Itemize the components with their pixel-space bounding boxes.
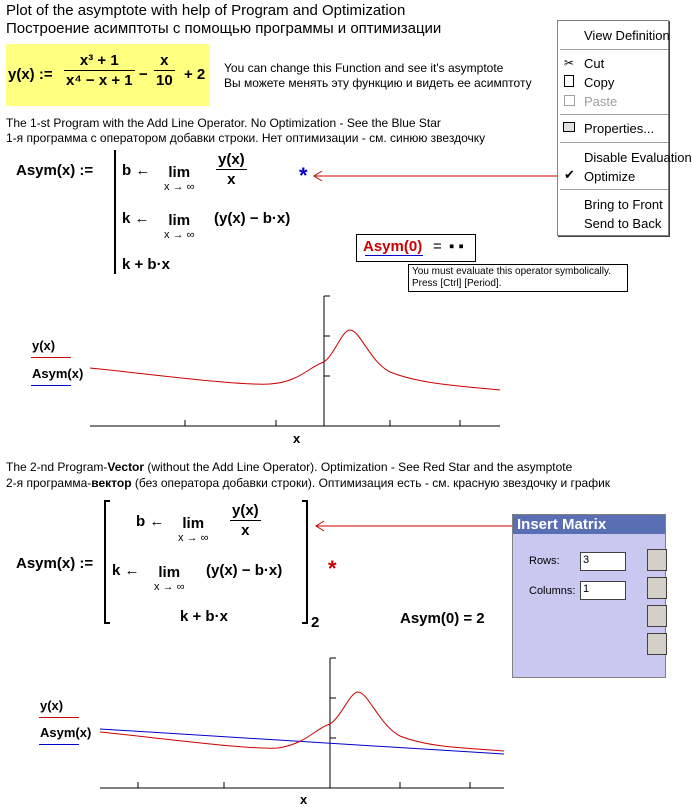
eval-underline <box>365 255 423 256</box>
tooltip <box>408 264 628 292</box>
program2-desc-en: The 2-nd Program-Vector (without the Add Line Operator). Optimization - See Red Star and the asymptote <box>6 460 573 474</box>
fraction-yx-x: y(x) x <box>232 502 259 539</box>
plot2-asymptote-line <box>100 729 504 754</box>
plot1-legend-asym <box>31 385 71 386</box>
plot1-area[interactable] <box>90 296 500 430</box>
limit-2: lim x → ∞ <box>164 212 195 241</box>
program1-desc-en: The 1-st Program with the Add Line Operator. No Optimization - See the Blue Star <box>6 116 441 130</box>
page-title-ru: Построение асимптоты с помощью программы и оптимизации <box>6 20 442 37</box>
cancel-button[interactable] <box>647 633 667 655</box>
properties-icon <box>563 122 575 132</box>
arrow-to-insert-matrix <box>312 518 516 534</box>
return-expr: k + b·x <box>122 256 170 273</box>
plot2-xlabel: x <box>300 792 308 807</box>
plot1-ylabel-y: y(x) <box>32 338 56 353</box>
var-k: k ← <box>122 210 150 227</box>
checkmark-icon: ✔ <box>564 167 575 182</box>
program1-block[interactable] <box>16 146 316 278</box>
minus-sign: − <box>139 66 148 83</box>
arrow-to-optimize <box>310 168 560 184</box>
plot1-y-curve <box>90 330 500 390</box>
menu-bring-to-front[interactable]: Bring to Front <box>584 197 663 212</box>
function-term2: x 10 <box>156 52 173 89</box>
plot1-ylabel-asym: Asym(x) <box>32 366 84 381</box>
var-b: b ← <box>136 513 165 530</box>
var-k: k ← <box>112 562 140 579</box>
blue-star: * <box>299 163 308 188</box>
expr-k: (y(x) − b·x) <box>206 562 283 579</box>
page-title: Plot of the asymptote with help of Program and Optimization <box>6 2 406 19</box>
menu-view-definition[interactable]: View Definition <box>584 28 670 43</box>
program-bar <box>114 150 116 274</box>
change-note-en: You can change this Function and see it's asymptote <box>224 61 504 75</box>
rows-input[interactable]: 3 <box>580 552 626 571</box>
program2-eval-result: Asym(0) = 2 <box>400 610 485 627</box>
plot2-area[interactable] <box>100 658 504 792</box>
program1-lhs: Asym(x) := <box>16 162 94 179</box>
dialog-title: Insert Matrix <box>513 515 665 534</box>
plot2-ylabel-asym: Asym(x) <box>40 725 92 740</box>
program2-lhs: Asym(x) := <box>16 555 94 572</box>
menu-cut[interactable]: Cut <box>584 56 605 71</box>
menu-properties[interactable]: Properties... <box>584 121 655 136</box>
copy-icon <box>564 75 574 87</box>
red-star: * <box>328 556 337 581</box>
rows-label: Rows: <box>529 555 560 567</box>
var-b: b ← <box>122 162 151 179</box>
columns-label: Columns: <box>529 585 576 597</box>
plot2-y-curve <box>100 692 504 751</box>
ok-button[interactable] <box>647 549 667 571</box>
menu-send-to-back[interactable]: Send to Back <box>584 216 662 231</box>
plot2-ylabel-y: y(x) <box>40 698 64 713</box>
return-expr: k + b·x <box>180 608 228 625</box>
plot2-legend-asym <box>39 744 79 745</box>
eval-eq: = <box>433 238 442 255</box>
scissors-icon: ✂ <box>564 56 575 70</box>
function-lhs: y(x) := <box>8 66 53 83</box>
plot1-legend-y <box>31 357 71 358</box>
program1-desc-ru: 1-я программа с оператором добавки строки. Нет оптимизации - см. синюю звездочку <box>6 131 486 145</box>
program2-block[interactable] <box>16 498 326 630</box>
limit-1: lim x → ∞ <box>164 164 195 193</box>
function-term1: x³ + 1 x⁴ − x + 1 <box>66 52 133 89</box>
menu-copy[interactable]: Copy <box>584 75 615 90</box>
program2-desc-ru: 2-я программа-вектор (без оператора добавки строки). Оптимизация есть - см. красную звездочку и график <box>6 476 611 490</box>
paste-icon <box>564 95 575 106</box>
expr-k: (y(x) − b·x) <box>214 210 291 227</box>
tooltip-line1: You must evaluate this operator symbolically. <box>412 266 611 277</box>
change-note-ru: Вы можете менять эту функцию и видеть ее асимптоту <box>224 76 532 90</box>
columns-input[interactable]: 1 <box>580 581 626 600</box>
function-definition[interactable] <box>6 44 209 106</box>
plot2-legend-y <box>39 717 79 718</box>
insert-matrix-dialog[interactable] <box>512 514 666 678</box>
vector-left-bracket <box>104 500 110 624</box>
plot1-xlabel: x <box>293 431 301 446</box>
tooltip-line2: Press [Ctrl] [Period]. <box>412 278 502 289</box>
limit-2: lim x → ∞ <box>154 564 185 593</box>
menu-optimize[interactable]: Optimize <box>584 169 636 184</box>
eval-box[interactable] <box>356 234 476 262</box>
eval-label: Asym(0) <box>363 238 423 255</box>
menu-disable-evaluation[interactable]: Disable Evaluation <box>584 150 692 165</box>
insert-button[interactable] <box>647 577 667 599</box>
context-menu[interactable] <box>557 20 692 236</box>
menu-paste[interactable]: Paste <box>584 94 618 109</box>
delete-button[interactable] <box>647 605 667 627</box>
function-const: + 2 <box>184 66 206 83</box>
fraction-yx-x: y(x) x <box>218 151 245 188</box>
vector-right-bracket <box>302 500 308 624</box>
limit-1: lim x → ∞ <box>178 515 209 544</box>
vector-subscript: 2 <box>311 614 320 631</box>
eval-placeholder[interactable]: ▪ ▪ <box>449 238 464 255</box>
